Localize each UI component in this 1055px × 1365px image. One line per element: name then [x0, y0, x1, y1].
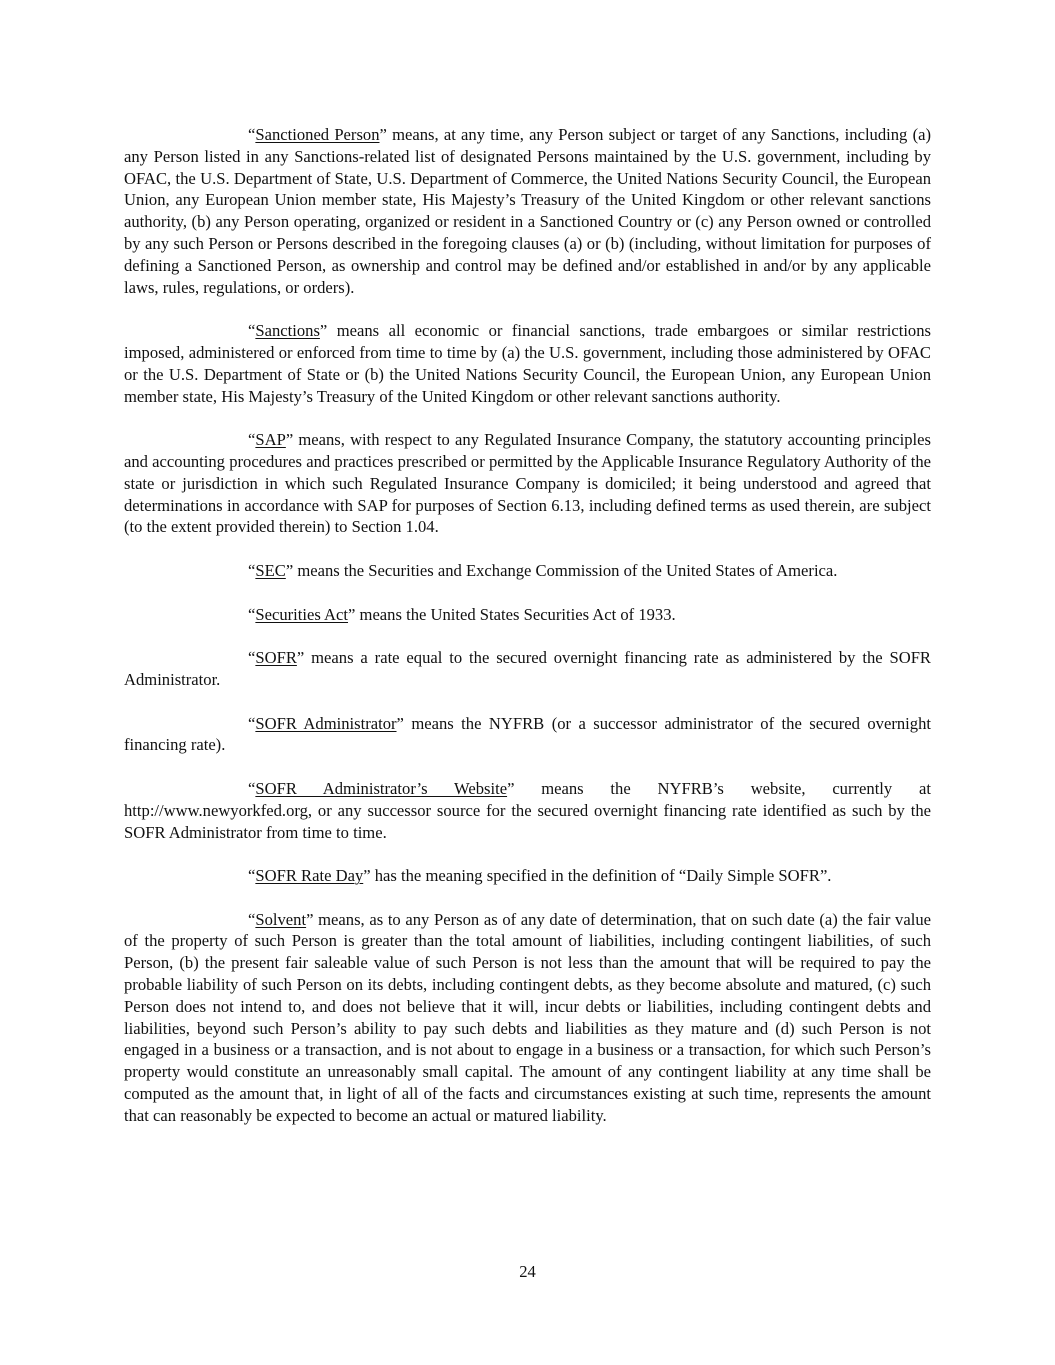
definition-text: means all economic or financial sanctions, trade embargoes or similar restrictions imposed, administered or enforced from time to time by (a) the U.S. government, including those administered by OFAC or the U.S. Department of State or (b) the United Nations Security Council, the European Union, any European Union member state, His Majesty’s Treasury of the United Kingdom or other relevant sanctions authority.: [124, 321, 931, 406]
close-quote: ”: [319, 321, 328, 341]
defined-term: Sanctions: [255, 321, 320, 341]
definition-sofr-administrators-website: [124, 778, 931, 843]
definition-text: means, with respect to any Regulated Insurance Company, the statutory accounting principles and accounting procedures and practices prescribed or permitted by the Applicable Insurance Regulatory Authority of the state or jurisdiction in which such Regulated Insurance Company is domiciled; it being understood and agreed that determinations in accordance with SAP for purposes of Section 6.13, including defined terms as used therein, are subject (to the extent provided therein) to Section 1.04.: [124, 430, 931, 537]
defined-term: SOFR: [255, 648, 297, 668]
open-quote: “: [248, 125, 256, 144]
definition-sanctioned-person: [124, 124, 931, 298]
definition-solvent: [124, 909, 931, 1127]
open-quote: “: [248, 778, 256, 798]
defined-term: Sanctioned Person: [255, 125, 380, 144]
close-quote: ”: [363, 866, 371, 886]
definition-text: means a rate equal to the secured overnight financing rate as administered by the SOFR Administrator.: [124, 648, 931, 689]
definition-text: means, at any time, any Person subject or target of any Sanctions, including (a) any Person listed in any Sanctions-related list of designated Persons maintained by the U.S. government, including by OFAC, the U.S. Department of State, U.S. Department of Commerce, the United Nations Security Council, the European Union, any European Union member state, His Majesty’s Treasury of the United Kingdom or other relevant sanctions authority, (b) any Person operating, organized or resident in a Sanctioned Country or (c) any Person owned or controlled by any such Person or Persons described in the foregoing clauses (a) or (b) (including, without limitation for purposes of defining a Sanctioned Person, as ownership and control may be defined and/or established in and/or by any applicable laws, rules, regulations, or orders).: [124, 125, 931, 297]
defined-term: SOFR Administrator’s Website: [255, 778, 508, 798]
defined-term: SEC: [255, 560, 286, 580]
defined-term: SAP: [255, 430, 286, 450]
definition-text: means, as to any Person as of any date of determination, that on such date (a) the fair value of the property of such Person is greater than the total amount of liabilities, including contingent liabilities, of such Person, (b) the present fair saleable value of such Person is not less than the amount that will be required to pay the probable liability of such Person on its debts, including contingent debts, as they become absolute and matured, (c) such Person does not intend to, and does not believe that it will, incur debts or liabilities, including contingent debts and liabilities, beyond such Person’s ability to pay such debts and liabilities as they mature and (d) such Person is not engaged in a business or a transaction, and is not about to engage in a business or a transaction, for which such Person’s property would constitute an unreasonably small capital. The amount of any contingent liability at any time shall be computed as the amount that, in light of all of the facts and circumstances existing at such time, represents the amount that can reasonably be expected to become an actual or matured liability.: [124, 909, 931, 1125]
page-number: 24: [519, 1262, 536, 1281]
close-quote: ”: [396, 713, 404, 733]
definition-sofr-administrator: [124, 713, 931, 757]
definition-sec: [124, 560, 931, 582]
definition-text: means the NYFRB’s website, currently at http://www.newyorkfed.org, or any successor source for the secured overnight financing rate identified as such by the SOFR Administrator from time to time.: [124, 778, 931, 842]
defined-term: SOFR Administrator: [255, 713, 397, 733]
close-quote: ”: [348, 604, 356, 624]
open-quote: “: [248, 560, 256, 580]
definition-sap: [124, 429, 931, 538]
open-quote: “: [248, 713, 256, 733]
close-quote: ”: [296, 648, 305, 668]
definition-text: has the meaning specified in the definition of “Daily Simple SOFR”.: [370, 866, 832, 886]
open-quote: “: [248, 604, 256, 624]
defined-term: SOFR Rate Day: [255, 866, 364, 886]
definition-sofr: [124, 647, 931, 691]
close-quote: ”: [379, 125, 387, 144]
open-quote: “: [248, 648, 256, 668]
definition-sofr-rate-day: [124, 865, 931, 887]
close-quote: ”: [507, 778, 515, 798]
definition-sanctions: [124, 320, 931, 407]
open-quote: “: [248, 321, 256, 341]
open-quote: “: [248, 909, 256, 929]
open-quote: “: [248, 866, 256, 886]
close-quote: ”: [306, 909, 314, 929]
defined-term: Solvent: [255, 909, 307, 929]
defined-term: Securities Act: [255, 604, 349, 624]
definition-text: means the United States Securities Act of 1933.: [355, 604, 676, 624]
definition-text: means the Securities and Exchange Commission of the United States of America.: [293, 560, 838, 580]
close-quote: ”: [285, 560, 294, 580]
definitions-section: [124, 124, 931, 1148]
close-quote: ”: [285, 430, 294, 450]
definition-securities-act: [124, 604, 931, 626]
open-quote: “: [248, 430, 256, 450]
definition-text: means the NYFRB (or a successor administrator of the secured overnight financing rate).: [124, 713, 931, 755]
